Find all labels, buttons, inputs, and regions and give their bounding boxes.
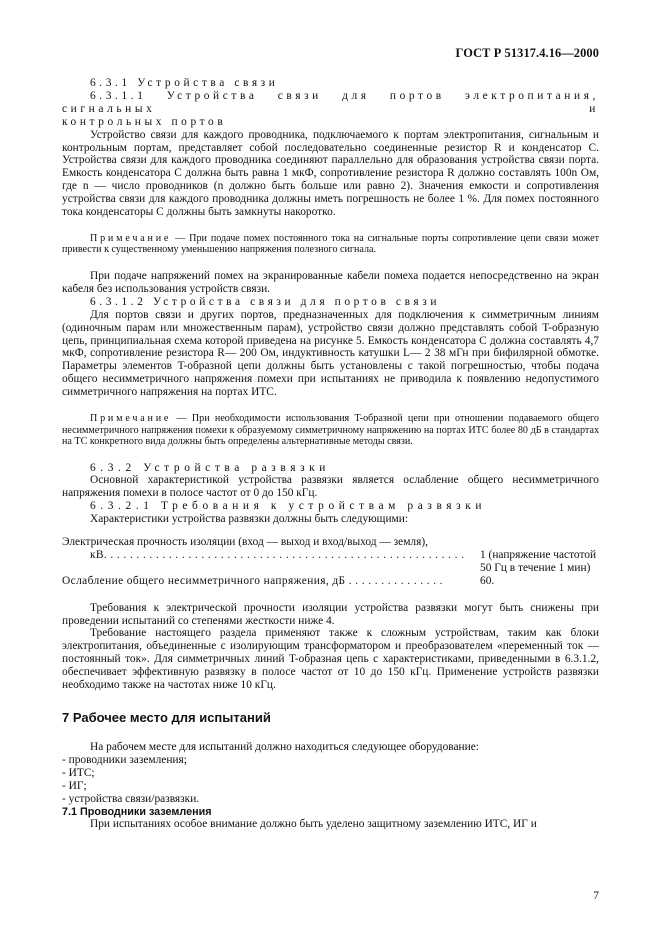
spec1-label-line1: Электрическая прочность изоляции (вход — выход и вход/выход — земля), <box>62 536 428 549</box>
list-item: - проводники заземления; <box>62 753 187 766</box>
subsection-heading-6-3-1-2: 6.3.1.2 Устройства связи для портов связи <box>90 295 441 308</box>
paragraph-grounding: При испытаниях особое внимание должно быть уделено защитному заземлению ИТС, ИГ и <box>90 818 537 831</box>
paragraph-coupling-devices: Устройство связи для каждого проводника, подключаемого к портам электропитания, сигнальным и контрольным портам, представляет собой последовательно соединенные резистор R и конденсатор C. Устройства связи для каждого проводника соединяют параллельно для образования устройства связи порта. Емкость конденсатора C должна быть равна 1 мкФ, сопротивление резистора R должно составлять 100n Ом, где n — число проводников (n должно быть больше или равно 2). Значения емкости и сопротивления устройства связи для каждого проводника должны иметь погрешность не более 1 %. Для помех постоянного тока конденсаторы C должны быть замкнуты накоротко. <box>62 128 599 219</box>
note-signal-ports <box>62 233 599 256</box>
page-number: 7 <box>593 890 599 902</box>
paragraph-shielded-cables: При подаче напряжений помех на экранированные кабели помеха подается непосредственно на экран кабеля без использования устройств связи. <box>62 269 599 295</box>
equipment-list <box>62 754 599 806</box>
spec-row-attenuation <box>62 575 599 588</box>
note-label: Примечание <box>90 232 172 244</box>
spec2-value: 60. <box>480 574 495 587</box>
note2-label: Примечание <box>90 413 172 425</box>
section-heading-7: 7 Рабочее место для испытаний <box>62 710 271 726</box>
document-code: ГОСТ Р 51317.4.16—2000 <box>455 46 599 60</box>
list-item: - ИГ; <box>62 779 87 792</box>
subsection-heading-7-1: 7.1 Проводники заземления <box>62 805 212 818</box>
subsection-heading-6-3-1-1-line1: 6.3.1.1 Устройства связи для портов электропитания, сигнальных и <box>62 89 599 115</box>
spec1-label-line2: кВ. . . . . . . . . . . . . . . . . . . . . . . . . . . . . . . . . . . . . . . . . . . . . . . . . . . . . . . . <box>90 548 465 561</box>
paragraph-complex-devices: Требование настоящего раздела применяют также к сложным устройствам, таким как блоки электропитания, объединенные с изолирующим трансформатором и преобразователем «переменный ток — постоянный ток». Для симметричных линий T-образная цепь с характеристиками, приведенными в 6.3.1.2, обеспечивает эффективную развязку в полосе частот от 10 до 150 кГц. Применение устройств развязки необходимо также на частотах ниже 10 кГц. <box>62 627 599 692</box>
subsection-heading-6-3-1-1-line2: контрольных портов <box>62 115 227 128</box>
note2-text: — При необходимости использования T-образной цепи при отношении подаваемого общего несимметричного напряжения помехи к образуемому симметричному напряжению на портах ИТС более 80 дБ в стандартах на ТС конкретного вида должны быть определены альтернативные методы связи. <box>62 413 599 448</box>
spec2-label: Ослабление общего несимметричного напряжения, дБ . . . . . . . . . . . . . . . <box>62 574 443 587</box>
section-heading-6-3-1: 6.3.1 Устройства связи <box>90 77 279 89</box>
list-item: - устройства связи/развязки. <box>62 792 200 805</box>
paragraph-communication-ports: Для портов связи и других портов, предназначенных для подключения к симметричным линиям (одиночным парам или множественным парам), устройство связи должно представлять собой T-образную цепь, принципиальная схема которой приведена на рисунке 5. Емкость конденсатора C должна составлять 4,7 мкФ, сопротивление резистора R— 200 Ом, индуктивность катушки L— 2 38 мГн при бифилярной обмотке. Параметры элементов T-образной цепи должны быть установлены с такой погрешностью, чтобы подача общего несимметричного напряжения помехи при испытаниях не приводила к появлению недопустимого симметричного напряжения на портах ИТС. <box>62 308 599 399</box>
paragraph-test-setup-intro: На рабочем месте для испытаний должно находиться следующее оборудование: <box>90 741 479 754</box>
spec-row-insulation <box>62 536 599 575</box>
main-text <box>62 77 599 831</box>
spec1-value-line1: 1 (напряжение частотой <box>480 548 597 561</box>
note-t-network <box>62 413 599 448</box>
paragraph-insulation-reduction: Требования к электрической прочности изоляции устройства развязки могут быть снижены при проведении испытаний со степенями жесткости ниже 4. <box>62 601 599 627</box>
paragraph-characteristics: Характеристики устройства развязки должны быть следующими: <box>90 513 409 526</box>
list-item: - ИТС; <box>62 766 95 779</box>
section-heading-6-3-2: 6.3.2 Устройства развязки <box>90 461 330 474</box>
spec1-value-line2: 50 Гц в течение 1 мин) <box>480 561 591 574</box>
subsection-heading-6-3-2-1: 6.3.2.1 Требования к устройствам развязки <box>90 500 487 513</box>
paragraph-decoupling: Основной характеристикой устройства развязки является ослабление общего несимметричного напряжения помехи в полосе частот от 0 до 150 кГц. <box>62 474 599 500</box>
note-text: — При подаче помех постоянного тока на сигнальные порты сопротивление цепи связи может привести к существенному уменьшению напряжения полезного сигнала. <box>62 232 599 256</box>
